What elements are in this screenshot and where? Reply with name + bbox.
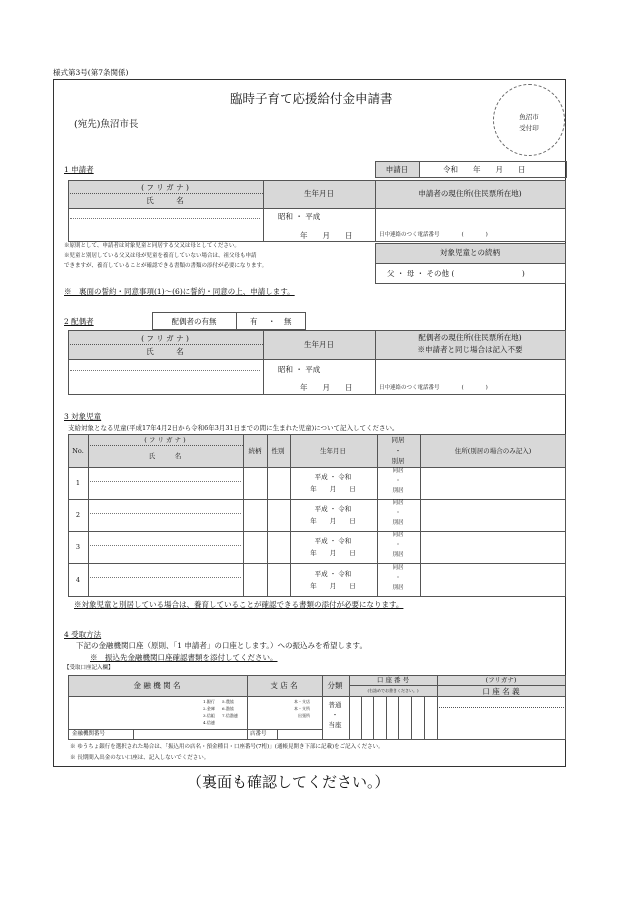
bank-type-6[interactable]: 6.漁協	[222, 706, 234, 711]
s1-note2: ※児童と別居している父又は母が児童を養育していない場合は、祖父母も申請	[64, 253, 257, 259]
s3-h-sex: 性別	[271, 447, 285, 455]
seal-line2: 受付印	[519, 124, 539, 132]
branch-type-3[interactable]: 出張所	[298, 713, 310, 718]
s3-h-furigana: ( フ リ ガ ナ )	[144, 436, 186, 444]
date-label: 申請日	[385, 165, 409, 174]
spouse-sep: ・	[268, 317, 276, 326]
s1-furigana: ( フ リ ガ ナ )	[141, 183, 189, 192]
s1-era[interactable]: 昭和 ・ 平成	[278, 212, 321, 221]
child-era[interactable]: 平成 ・ 令和	[314, 570, 352, 578]
footer-note: （裏面も確認してください。）	[187, 773, 390, 791]
child-name-field[interactable]	[90, 481, 241, 482]
spouse-yes[interactable]: 有	[250, 317, 258, 326]
bank-name-label: 金 融 機 関 名	[133, 681, 181, 690]
child-living-1[interactable]: 同居	[392, 468, 404, 474]
s1-name-label: 氏 名	[146, 196, 184, 205]
branch-code-label: 店番号	[250, 731, 267, 737]
s1-furigana-field[interactable]	[70, 218, 260, 219]
child-living-1[interactable]: 同居	[392, 565, 404, 571]
s1-dob-label: 生年月日	[304, 189, 334, 198]
bank-type-2[interactable]: 2.金庫	[203, 706, 215, 711]
child-row-no: 4	[75, 576, 81, 584]
s2-name-field[interactable]	[70, 374, 260, 392]
s2-dob-label: 生年月日	[304, 340, 334, 349]
s2-dob-field[interactable]: 年 月 日	[300, 383, 353, 392]
child-era[interactable]: 平成 ・ 令和	[314, 537, 352, 545]
addressee: (宛先)魚沼市長	[74, 119, 139, 130]
child-row-no: 1	[75, 479, 81, 487]
s2-furigana-field[interactable]	[70, 370, 260, 371]
acct-no-note: (右詰めでお書きください。)	[367, 688, 419, 693]
oath-text: ※ 裏面の誓約・同意事項(1)～(6)に誓約・同意の上、申請します。	[64, 287, 295, 296]
bank-type-7[interactable]: 7.信漁連	[222, 713, 238, 718]
acct-type-1[interactable]: 普通	[328, 701, 342, 709]
branch-label: 支 店 名	[270, 681, 298, 690]
child-living-3[interactable]: 別居	[392, 520, 404, 526]
child-living-1[interactable]: 同居	[392, 532, 404, 538]
child-living-3[interactable]: 別居	[392, 552, 404, 558]
s1-name-field[interactable]	[70, 222, 260, 240]
child-era[interactable]: 平成 ・ 令和	[314, 505, 352, 513]
child-dob[interactable]: 年 月 日	[310, 582, 356, 590]
s4-box-label: 【受取口座記入欄】	[64, 665, 114, 671]
child-living-1[interactable]: 同居	[392, 500, 404, 506]
branch-type-2[interactable]: 本・支所	[294, 706, 310, 711]
child-living-2: ・	[395, 478, 401, 484]
s1-dob-field[interactable]: 年 月 日	[300, 231, 353, 240]
s4-note1: ※ ゆうちょ銀行を選択された場合は、「振込用の店名・預金種目・口座番号(7桁)」(通帳見開き下部に記載)をご記入ください。	[70, 744, 384, 750]
s4-line2: ※ 振込先金融機関口座確認書類を添付してください。	[90, 653, 278, 662]
seal-line1: 魚沼市	[519, 113, 539, 121]
date-field[interactable]: 令和 年 月 日	[443, 165, 526, 174]
s3-h-name: 氏 名	[148, 452, 182, 460]
bank-type-5[interactable]: 5.農協	[222, 699, 234, 704]
holder-label: 口 座 名 義	[482, 687, 520, 696]
s2-addr2: ※申請者と同じ場合は記入不要	[417, 345, 523, 354]
s1-note1: ※原則として、申請者は対象児童と同居する父又は母としてください。	[64, 243, 240, 249]
s2-heading: 2 配偶者	[64, 317, 94, 326]
child-row-no: 3	[75, 543, 81, 551]
s2-addr1: 配偶者の現住所(住民票所在地)	[418, 333, 522, 342]
child-dob[interactable]: 年 月 日	[310, 485, 356, 493]
child-living-3[interactable]: 別居	[392, 585, 404, 591]
s2-name-label: 氏 名	[146, 347, 184, 356]
rel-label: 対象児童との続柄	[440, 248, 500, 257]
bank-type-1[interactable]: 1.銀行	[203, 699, 215, 704]
s3-h-rel: 続柄	[248, 447, 262, 455]
branch-type-1[interactable]: 本・支店	[294, 699, 310, 704]
s1-heading: 1 申請者	[64, 165, 94, 174]
child-living-2: ・	[395, 575, 401, 581]
s2-furigana: ( フ リ ガ ナ )	[141, 334, 189, 343]
account-holder-field[interactable]	[439, 709, 564, 738]
spouse-flag-label: 配偶者の有無	[171, 317, 217, 326]
s3-h-no: No.	[72, 447, 84, 455]
child-dob[interactable]: 年 月 日	[310, 549, 356, 557]
s3-h-addr: 住所(別居の場合のみ記入)	[454, 447, 532, 455]
child-name-field[interactable]	[90, 577, 241, 578]
type-label: 分類	[327, 681, 343, 690]
s3-footer-note: ※対象児童と別居している場合は、養育していることが確認できる書類の添付が必要になります。	[74, 600, 404, 609]
s3-h-dob: 生年月日	[320, 447, 346, 455]
s1-address-label: 申請者の現住所(住民票所在地)	[418, 189, 522, 198]
form-title: 臨時子育て応援給付金申請書	[230, 91, 393, 106]
s3-h-liv1: 同居	[391, 436, 405, 444]
child-living-2: ・	[395, 542, 401, 548]
s4-note2: ※ 長期間入出金のない口座は、記入しないでください。	[70, 755, 210, 761]
s1-note3: できますが、養育していることが確認できる書類の書類の添付が必要になります。	[64, 263, 268, 269]
bank-type-4[interactable]: 4.信連	[203, 720, 215, 725]
child-living-3[interactable]: 別居	[392, 488, 404, 494]
rel-field[interactable]: 父 ・ 母 ・ その他 ( )	[387, 269, 525, 278]
child-living-2: ・	[395, 510, 401, 516]
s3-heading: 3 対象児童	[64, 412, 102, 421]
s1-phone[interactable]: 日中連絡のつく電話番号 ( )	[379, 232, 488, 238]
bank-code-label: 金融機関番号	[72, 731, 106, 737]
s2-era[interactable]: 昭和 ・ 平成	[278, 365, 321, 374]
child-name-field[interactable]	[90, 513, 241, 514]
acct-type-3[interactable]: 当座	[328, 721, 342, 729]
child-row-no: 2	[75, 511, 81, 519]
s4-line1: 下記の金融機関口座（原則、「1 申請者」の口座とします。）への振込みを希望します。	[76, 641, 367, 650]
kana-label: (フリガナ)	[485, 676, 517, 684]
acct-type-2: ・	[331, 711, 339, 719]
s3-note: 支給対象となる児童(平成17年4月2日から令和6年3月31日までの間に生まれた児童)について記入してください。	[68, 424, 399, 432]
s4-heading: 4 受取方法	[64, 630, 102, 639]
spouse-no[interactable]: 無	[284, 317, 292, 326]
acct-no-label: 口 座 番 号	[376, 676, 410, 684]
child-era[interactable]: 平成 ・ 令和	[314, 473, 352, 481]
form-id: 様式第3号(第7条関係)	[53, 68, 129, 77]
s2-phone[interactable]: 日中連絡のつく電話番号 ( )	[379, 385, 488, 391]
s3-h-liv3: 別居	[391, 457, 405, 465]
bank-type-3[interactable]: 3.信組	[203, 713, 215, 718]
child-dob[interactable]: 年 月 日	[310, 517, 356, 525]
bank-name-field[interactable]	[70, 698, 200, 727]
s3-h-liv2: ・	[394, 447, 402, 455]
child-name-field[interactable]	[90, 545, 241, 546]
